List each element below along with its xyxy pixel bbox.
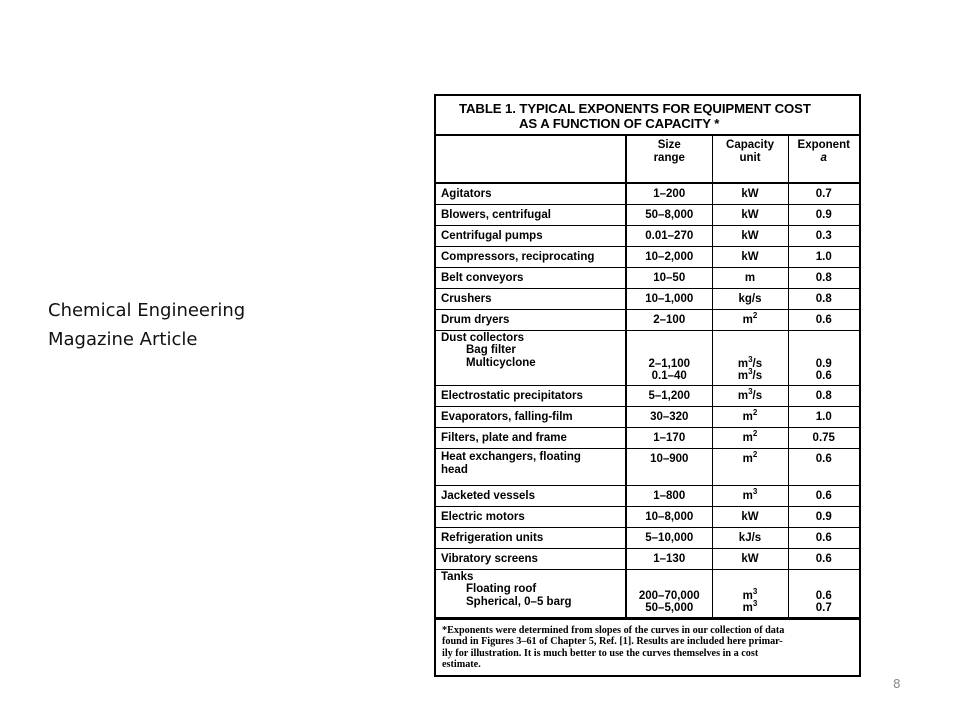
- cell-size: 0.01–270: [626, 225, 712, 246]
- cell-exp: 0.6: [788, 485, 859, 506]
- header-size: Size range: [626, 136, 712, 183]
- cell-exp: 0.3: [788, 225, 859, 246]
- cell-name: Belt conveyors: [436, 267, 626, 288]
- cell-cap: kW: [712, 225, 788, 246]
- cell-cap: $m^2$: [712, 427, 788, 448]
- cell-cap: kJ/s: [712, 527, 788, 548]
- table-body-b: [436, 385, 859, 448]
- cell-size: 30–320: [626, 406, 712, 427]
- table-row: [436, 309, 859, 330]
- cell-exp: 0.6: [788, 309, 859, 330]
- table-row: [436, 204, 859, 225]
- cell-size: 2–100: [626, 309, 712, 330]
- cell-size: 50–8,000: [626, 204, 712, 225]
- cell-name: Centrifugal pumps: [436, 225, 626, 246]
- cell-name: Drum dryers: [436, 309, 626, 330]
- header-row: [436, 136, 859, 183]
- cell-size: 1–800: [626, 485, 712, 506]
- equipment-cost-table: [434, 94, 861, 677]
- cell-size: 1–170: [626, 427, 712, 448]
- cell-cap: kW: [712, 548, 788, 569]
- table-body-c: [436, 485, 859, 569]
- header-capacity: Capacity unit: [712, 136, 788, 183]
- cell-cap: $m^2$: [712, 406, 788, 427]
- cell-name: Crushers: [436, 288, 626, 309]
- table-row: [436, 506, 859, 527]
- cell-size: 10–8,000: [626, 506, 712, 527]
- cell-size: 10–50: [626, 267, 712, 288]
- table-row: [436, 288, 859, 309]
- caption-line-2: Magazine Article: [48, 329, 198, 350]
- cell-name: Filters, plate and frame: [436, 427, 626, 448]
- cell-size: 10–2,000: [626, 246, 712, 267]
- cell-cap: $m^2$: [712, 309, 788, 330]
- cell-exp: 0.9: [788, 204, 859, 225]
- cell-name: Compressors, reciprocating: [436, 246, 626, 267]
- cell-exp: 0.6: [788, 527, 859, 548]
- table-row: [436, 427, 859, 448]
- cell-size: 5–10,000: [626, 527, 712, 548]
- cell-size: 10–1,000: [626, 288, 712, 309]
- cell-name: Blowers, centrifugal: [436, 204, 626, 225]
- table-row: [436, 485, 859, 506]
- table-title: [436, 96, 859, 136]
- table-body-a: [436, 183, 859, 330]
- cell-exp: 0.8: [788, 288, 859, 309]
- header-exponent: Exponent a: [788, 136, 859, 183]
- cell-cap: $m^3$: [712, 485, 788, 506]
- cell-exp: 0.75: [788, 427, 859, 448]
- cell-exp: 0.7: [788, 183, 859, 204]
- caption-line-1: Chemical Engineering: [48, 300, 246, 321]
- cell-name: Evaporators, falling-film: [436, 406, 626, 427]
- cell-exp: 0.8: [788, 267, 859, 288]
- table-title-line-2: AS A FUNCTION OF CAPACITY *: [519, 116, 720, 131]
- exponent-table: [436, 136, 859, 618]
- cell-cap: m: [712, 267, 788, 288]
- cell-exp: 1.0: [788, 246, 859, 267]
- cell-cap: kg/s: [712, 288, 788, 309]
- cell-name: Jacketed vessels: [436, 485, 626, 506]
- table-row: [436, 406, 859, 427]
- cell-name: Vibratory screens: [436, 548, 626, 569]
- cell-exp: 1.0: [788, 406, 859, 427]
- cell-name: Agitators: [436, 183, 626, 204]
- header-name: [436, 136, 626, 183]
- cell-exp: 0.6: [788, 548, 859, 569]
- table-row: [436, 225, 859, 246]
- table-row: [436, 267, 859, 288]
- cell-cap: $m^3/s$: [712, 385, 788, 406]
- cell-cap: kW: [712, 204, 788, 225]
- cell-cap: kW: [712, 246, 788, 267]
- table-title-line-1: TABLE 1. TYPICAL EXPONENTS FOR EQUIPMENT COST: [459, 101, 811, 116]
- table-row: [436, 385, 859, 406]
- table-row: [436, 548, 859, 569]
- slide-caption: [48, 296, 308, 354]
- cell-exp: 0.9: [788, 506, 859, 527]
- cell-name: Refrigeration units: [436, 527, 626, 548]
- slide-number: 8: [893, 677, 901, 691]
- table-row-dust: Dust collectors Bag filter Multicyclone 2–1,100 0.1–40 $m^3/s$ $m^3/s$ 0.9 0.6: [436, 330, 859, 385]
- cell-exp: 0.8: [788, 385, 859, 406]
- table-row: [436, 183, 859, 204]
- table-row-heat-exchangers: Heat exchangers, floating head 10–900 $m^2$ 0.6: [436, 448, 859, 485]
- table-row: [436, 527, 859, 548]
- cell-size: 1–130: [626, 548, 712, 569]
- cell-cap: kW: [712, 183, 788, 204]
- table-footnote: *Exponents were determined from slopes of the curves in our collection of data found in Figures 3–61 of Chapter 5, Ref. [1]. Results are included here primar- ily for illustration. It is much better to use the curves themselves in a cost estimate.: [436, 618, 859, 671]
- table-row: [436, 246, 859, 267]
- cell-cap: kW: [712, 506, 788, 527]
- cell-name: Electrostatic precipitators: [436, 385, 626, 406]
- cell-name: Electric motors: [436, 506, 626, 527]
- table-row-tanks: Tanks Floating roof Spherical, 0–5 barg 200–70,000 50–5,000 $m^3$ $m^3$ 0.6 0.7: [436, 569, 859, 617]
- cell-size: 1–200: [626, 183, 712, 204]
- cell-size: 5–1,200: [626, 385, 712, 406]
